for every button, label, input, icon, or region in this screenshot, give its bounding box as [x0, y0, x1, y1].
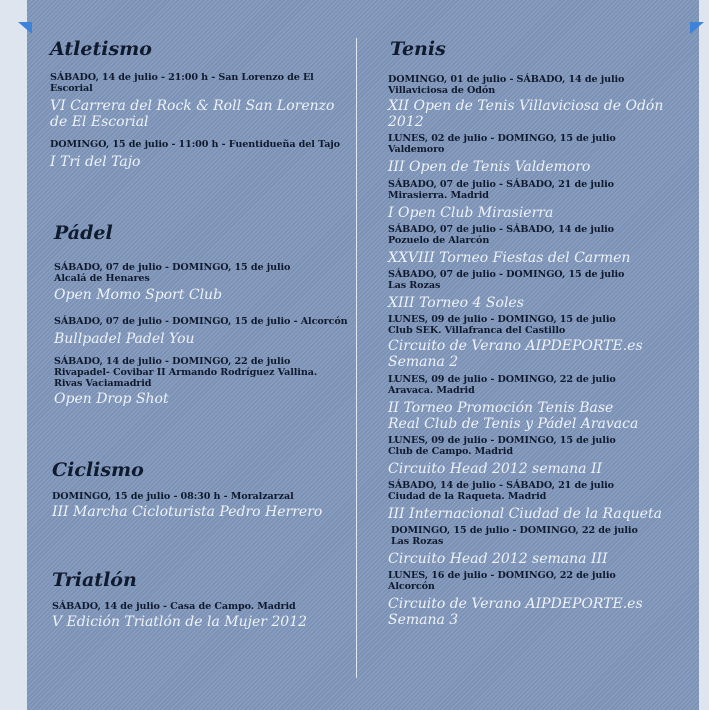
ribbon-left-decoration: [18, 22, 32, 34]
event-date: SÁBADO, 07 de julio - SÁBADO, 14 de julio Pozuelo de Alarcón: [388, 224, 614, 246]
event-name[interactable]: Open Drop Shot: [54, 391, 169, 407]
event-name[interactable]: Circuito de Verano AIPDEPORTE.es Semana 2: [388, 338, 643, 370]
event-date: SÁBADO, 14 de julio - SÁBADO, 21 de julio Ciudad de la Raqueta. Madrid: [388, 480, 614, 502]
event-name[interactable]: Open Momo Sport Club: [54, 287, 223, 303]
event-item: [388, 525, 693, 567]
event-name[interactable]: II Torneo Promoción Tenis Base Real Club de Tenis y Pádel Aravaca: [388, 400, 639, 432]
section-ciclismo: [52, 457, 350, 523]
event-name[interactable]: V Edición Triatlón de la Mujer 2012: [52, 614, 308, 630]
event-date: SÁBADO, 07 de julio - DOMINGO, 15 de julio Las Rozas: [388, 269, 625, 291]
event-date: LUNES, 09 de julio - DOMINGO, 15 de julio Club SEK. Villafranca del Castillo: [388, 314, 616, 336]
section-triatlon: [52, 567, 350, 633]
event-item: [50, 72, 350, 130]
event-item: [388, 570, 693, 628]
event-name[interactable]: Circuito Head 2012 semana II: [388, 461, 603, 477]
event-name[interactable]: Bullpadel Padel You: [54, 331, 195, 347]
event-date: DOMINGO, 15 de julio - DOMINGO, 22 de julio Las Rozas: [391, 525, 638, 547]
section-title: Pádel: [54, 222, 113, 244]
event-date: LUNES, 02 de julio - DOMINGO, 15 de julio Valdemoro: [388, 133, 616, 155]
column-divider: [356, 38, 357, 678]
section-title: Tenis: [390, 38, 446, 60]
event-name[interactable]: III Open de Tenis Valdemoro: [388, 159, 591, 175]
event-date: DOMINGO, 15 de julio - 08:30 h - Moralzarzal: [52, 491, 294, 502]
event-name[interactable]: Circuito de Verano AIPDEPORTE.es Semana 3: [388, 596, 643, 628]
event-name[interactable]: I Tri del Tajo: [50, 154, 141, 170]
event-name[interactable]: I Open Club Mirasierra: [388, 205, 554, 221]
section-title: Triatlón: [52, 569, 137, 591]
event-name[interactable]: III Marcha Cicloturista Pedro Herrero: [52, 504, 323, 520]
event-item: [52, 491, 350, 520]
section-atletismo: [50, 36, 350, 173]
event-item: [54, 262, 350, 303]
event-item: [388, 314, 693, 370]
event-item: [52, 601, 350, 630]
event-name[interactable]: XXVIII Torneo Fiestas del Carmen: [388, 250, 631, 266]
section-title: Atletismo: [50, 38, 152, 60]
ribbon-right-decoration: [690, 22, 704, 34]
event-date: LUNES, 09 de julio - DOMINGO, 22 de julio Aravaca. Madrid: [388, 374, 616, 396]
event-item: [54, 356, 350, 407]
event-name[interactable]: XII Open de Tenis Villaviciosa de Odón 2012: [388, 98, 664, 130]
event-date: SÁBADO, 14 de julio - DOMINGO, 22 de julio Rivapadel- Covibar II Armando Rodríguez Vallina. Rivas Vaciamadrid: [54, 356, 318, 389]
event-name[interactable]: VI Carrera del Rock & Roll San Lorenzo de El Escorial: [50, 98, 335, 130]
event-name[interactable]: XIII Torneo 4 Soles: [388, 295, 524, 311]
event-date: SÁBADO, 07 de julio - SÁBADO, 21 de julio Mirasierra. Madrid: [388, 179, 614, 201]
event-item: [388, 179, 693, 221]
event-date: LUNES, 16 de julio - DOMINGO, 22 de julio Alcorcón: [388, 570, 616, 592]
event-item: [388, 74, 693, 130]
event-date: DOMINGO, 15 de julio - 11:00 h - Fuentidueña del Tajo: [50, 139, 340, 150]
event-item: [388, 374, 693, 432]
event-name[interactable]: III Internacional Ciudad de la Raqueta: [388, 506, 662, 522]
event-item: [388, 224, 693, 266]
event-date: SÁBADO, 07 de julio - DOMINGO, 15 de julio Alcalá de Henares: [54, 262, 291, 284]
event-item: [388, 133, 693, 175]
right-column: [388, 36, 693, 631]
event-date: SÁBADO, 14 de julio - Casa de Campo. Madrid: [52, 601, 296, 612]
event-item: [388, 269, 693, 311]
section-title: Ciclismo: [52, 459, 144, 481]
event-date: DOMINGO, 01 de julio - SÁBADO, 14 de julio Villaviciosa de Odón: [388, 74, 625, 96]
event-item: [50, 139, 350, 170]
event-date: LUNES, 09 de julio - DOMINGO, 15 de julio Club de Campo. Madrid: [388, 435, 616, 457]
event-item: [388, 480, 693, 522]
event-item: [54, 316, 350, 347]
event-date: SÁBADO, 14 de julio - 21:00 h - San Lorenzo de El Escorial: [50, 72, 314, 94]
event-item: [388, 435, 693, 477]
event-name[interactable]: Circuito Head 2012 semana III: [388, 551, 608, 567]
section-padel: [54, 220, 350, 410]
event-date: SÁBADO, 07 de julio - DOMINGO, 15 de julio - Alcorcón: [54, 316, 348, 327]
